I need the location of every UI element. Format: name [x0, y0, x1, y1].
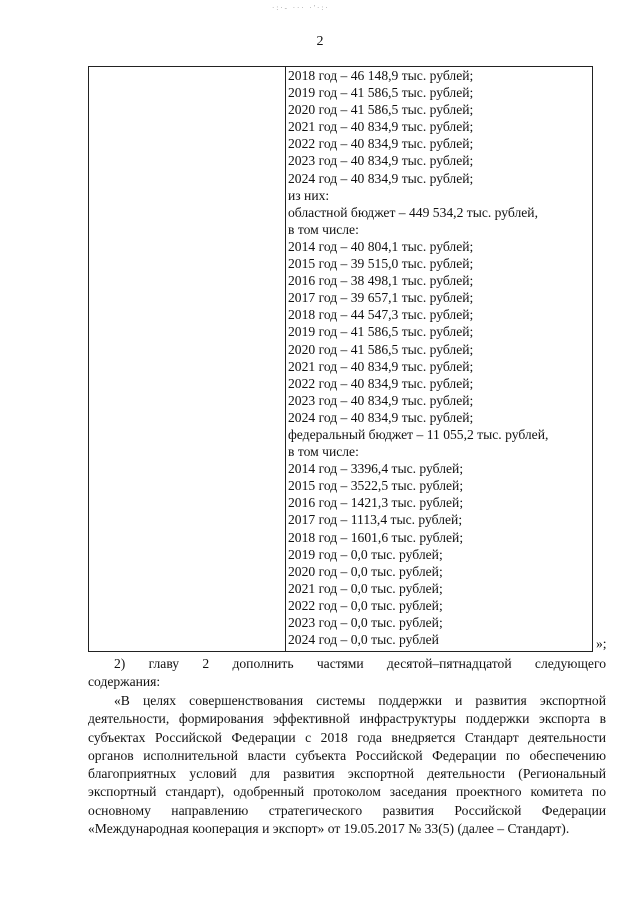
scan-artifact: ·:·- ··· ·'·:· [272, 4, 330, 12]
table-row: 2018 год – 44 547,3 тыс. рублей; [288, 307, 474, 323]
table-left-column [89, 67, 286, 651]
page-number: 2 [316, 34, 324, 49]
table-row: областной бюджет – 449 534,2 тыс. рублей, [288, 204, 538, 220]
table-row: 2024 год – 40 834,9 тыс. рублей; [288, 409, 474, 425]
table-row: 2022 год – 40 834,9 тыс. рублей; [288, 375, 474, 391]
table-row: 2023 год – 40 834,9 тыс. рублей; [288, 392, 474, 408]
budget-table [88, 66, 593, 652]
table-row: 2018 год – 1601,6 тыс. рублей; [288, 529, 464, 545]
table-row: 2022 год – 0,0 тыс. рублей; [288, 597, 443, 613]
table-row: 2015 год – 39 515,0 тыс. рублей; [288, 256, 474, 272]
table-row: из них: [288, 187, 330, 203]
quoted-text-paragraph: «В целях совершенствования системы поддержки и развития экспортной деятельности, формирования эффективной инфраструктуры поддержки экспорта в субъектах Российской Федерации с 2018 года внедряется Стандарт деятельности органов исполнительной власти субъекта Российской Федерации по обеспечению благоприятных условий для развития экспортной деятельности (Региональный экспортный стандарт), одобренный протоколом заседания проектного комитета по основному направлению стратегического развития Российской Федерации «Международная кооперация и экспорт» от 19.05.2017 № 33(5) (далее – Стандарт). [88, 693, 606, 837]
table-row: 2017 год – 39 657,1 тыс. рублей; [288, 290, 474, 306]
table-row: 2020 год – 41 586,5 тыс. рублей; [288, 341, 474, 357]
table-row: 2023 год – 40 834,9 тыс. рублей; [288, 153, 474, 169]
table-row: 2018 год – 46 148,9 тыс. рублей; [288, 68, 474, 83]
table-row: в том числе: [288, 221, 359, 237]
table-row: 2014 год – 40 804,1 тыс. рублей; [288, 238, 474, 254]
table-row: в том числе: [288, 444, 359, 460]
table-row: 2021 год – 40 834,9 тыс. рублей; [288, 119, 474, 135]
table-row: 2020 год – 0,0 тыс. рублей; [288, 563, 443, 579]
table-row: 2016 год – 38 498,1 тыс. рублей; [288, 273, 474, 289]
table-row: 2014 год – 3396,4 тыс. рублей; [288, 461, 464, 477]
table-row: 2024 год – 40 834,9 тыс. рублей; [288, 170, 474, 186]
table-row: 2023 год – 0,0 тыс. рублей; [288, 615, 443, 630]
table-row: 2022 год – 40 834,9 тыс. рублей; [288, 136, 474, 152]
amendment-paragraph-line1: 2) главу 2 дополнить частями десятой–пятнадцатой следующего [114, 656, 606, 671]
table-row: 2016 год – 1421,3 тыс. рублей; [288, 495, 464, 511]
table-row: 2017 год – 1113,4 тыс. рублей; [288, 512, 463, 528]
table-row: 2021 год – 0,0 тыс. рублей; [288, 580, 443, 596]
table-row: 2024 год – 0,0 тыс. рублей [288, 632, 439, 648]
table-row: 2015 год – 3522,5 тыс. рублей; [288, 478, 464, 494]
table-right-column [286, 67, 592, 648]
table-row: федеральный бюджет – 11 055,2 тыс. рублей, [288, 426, 549, 442]
table-row: 2019 год – 0,0 тыс. рублей; [288, 546, 443, 562]
closing-quote-mark: »; [596, 636, 607, 651]
table-row: 2020 год – 41 586,5 тыс. рублей; [288, 102, 474, 118]
table-row: 2019 год – 41 586,5 тыс. рублей; [288, 85, 474, 101]
table-row: 2021 год – 40 834,9 тыс. рублей; [288, 358, 474, 374]
amendment-paragraph-line2: содержания: [88, 674, 161, 689]
table-row: 2019 год – 41 586,5 тыс. рублей; [288, 324, 474, 340]
